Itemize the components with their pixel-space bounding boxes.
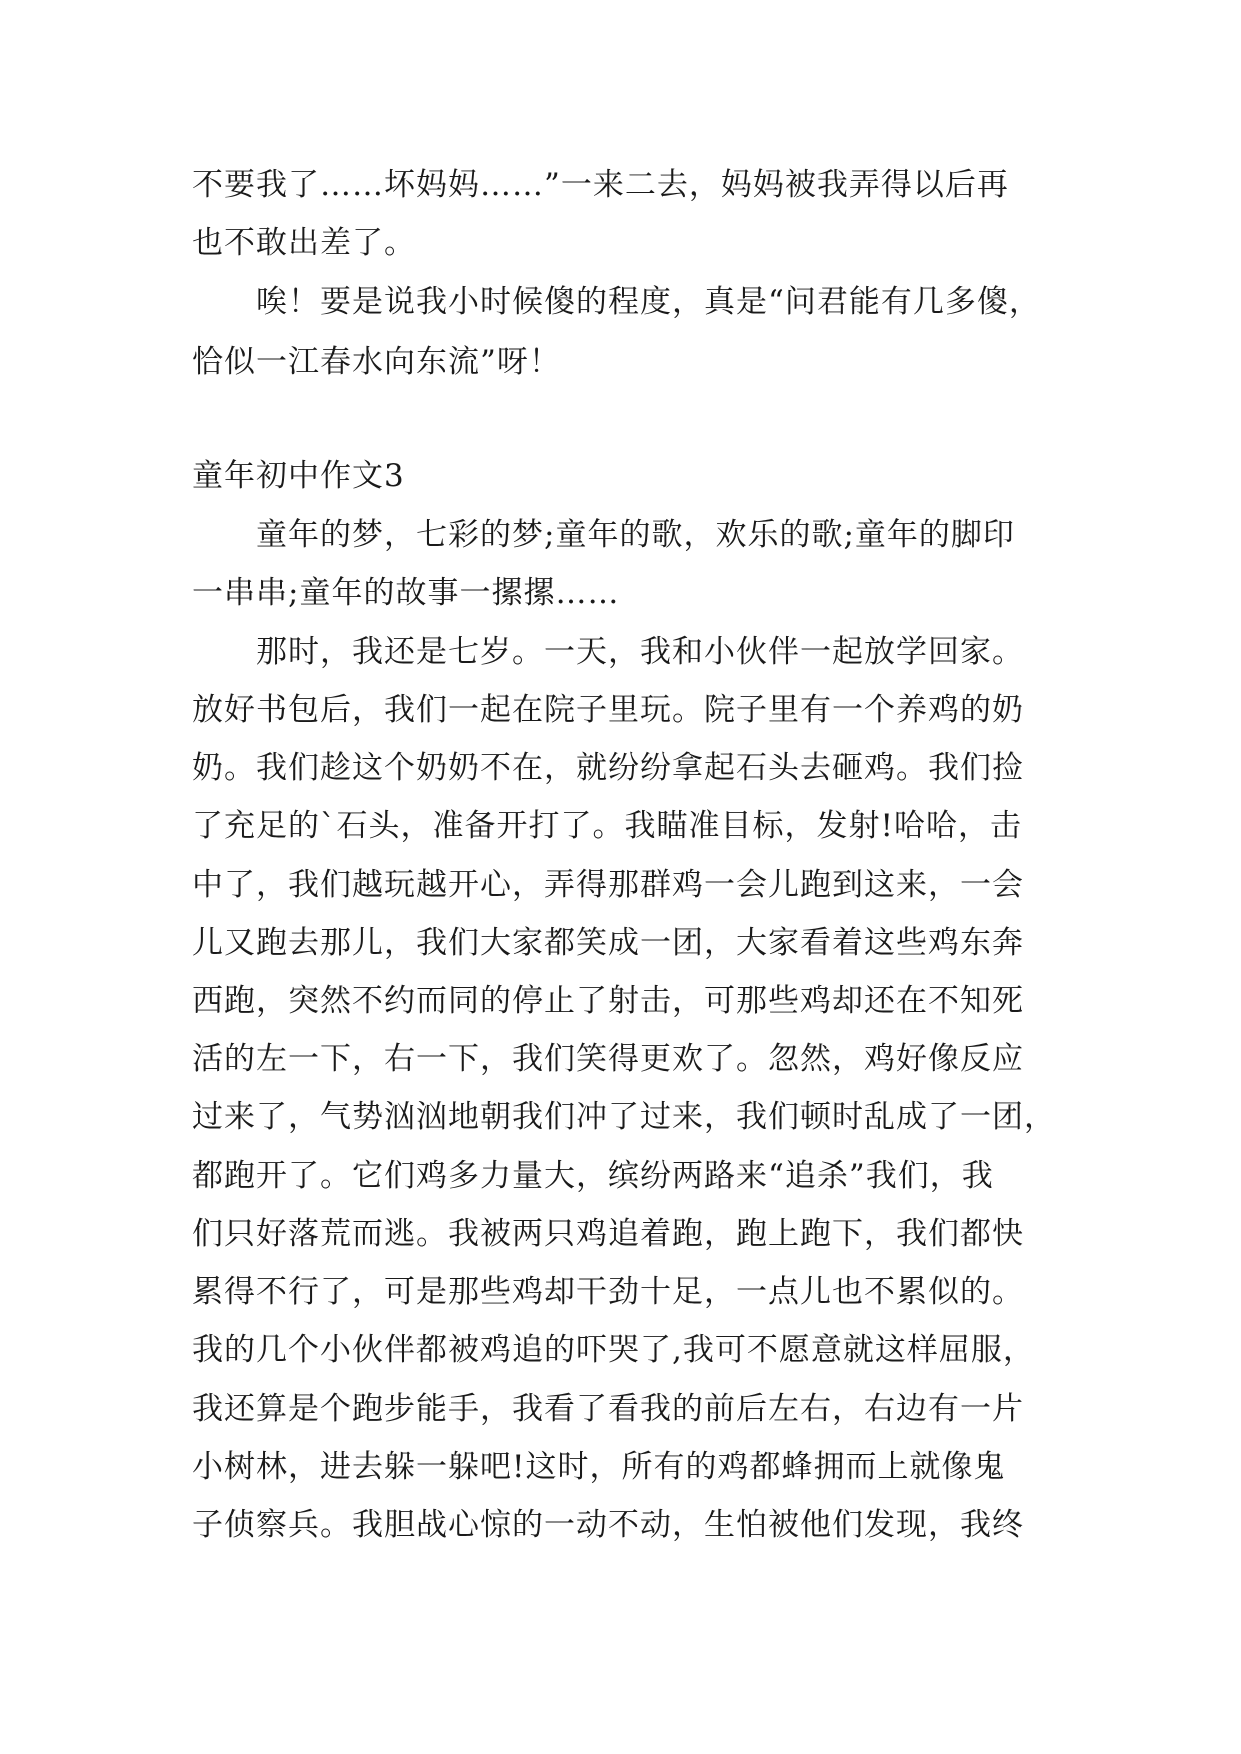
text-line: 都跑开了。它们鸡多力量大，缤纷两路来“追杀”我们，我 (192, 1158, 994, 1194)
paragraph-start-line: 那时，我还是七岁。一天，我和小伙伴一起放学回家。 (256, 634, 1024, 670)
text-line: 我的几个小伙伴都被鸡追的吓哭了,我可不愿意就这样屈服， (192, 1332, 1035, 1368)
text-line: 也不敢出差了。 (192, 225, 416, 261)
paragraph-start-line: 唉！要是说我小时候傻的程度，真是“问君能有几多傻， (256, 284, 1041, 320)
text-line: 过来了，气势汹汹地朝我们冲了过来，我们顿时乱成了一团， (192, 1099, 1056, 1135)
text-line: 小树林，进去躲一躲吧!这时，所有的鸡都蜂拥而上就像鬼 (192, 1449, 1006, 1485)
text-line: 奶。我们趁这个奶奶不在，就纷纷拿起石头去砸鸡。我们捡 (192, 750, 1024, 786)
text-line: 恰似一江春水向东流”呀！ (192, 344, 561, 380)
paragraph-start-line: 童年的梦，七彩的梦;童年的歌，欢乐的歌;童年的脚印 (256, 517, 1015, 553)
text-line: 一串串;童年的故事一摞摞…… (192, 575, 620, 611)
text-line: 我还算是个跑步能手，我看了看我的前后左右，右边有一片 (192, 1391, 1024, 1427)
section-heading: 童年初中作文3 (192, 458, 405, 494)
text-line: 活的左一下，右一下，我们笑得更欢了。忽然，鸡好像反应 (192, 1041, 1024, 1077)
text-line: 儿又跑去那儿，我们大家都笑成一团，大家看着这些鸡东奔 (192, 925, 1024, 961)
text-line: 子侦察兵。我胆战心惊的一动不动，生怕被他们发现，我终 (192, 1507, 1024, 1543)
text-line: 们只好落荒而逃。我被两只鸡追着跑，跑上跑下，我们都快 (192, 1216, 1024, 1252)
text-line: 西跑，突然不约而同的停止了射击，可那些鸡却还在不知死 (192, 983, 1024, 1019)
text-line: 放好书包后，我们一起在院子里玩。院子里有一个养鸡的奶 (192, 692, 1024, 728)
text-line: 累得不行了，可是那些鸡却干劲十足，一点儿也不累似的。 (192, 1274, 1024, 1310)
text-line: 不要我了……坏妈妈……”一来二去，妈妈被我弄得以后再 (192, 167, 1009, 203)
text-line: 中了，我们越玩越开心，弄得那群鸡一会儿跑到这来，一会 (192, 867, 1024, 903)
text-line: 了充足的`石头，准备开打了。我瞄准目标，发射!哈哈，击 (192, 808, 1022, 844)
